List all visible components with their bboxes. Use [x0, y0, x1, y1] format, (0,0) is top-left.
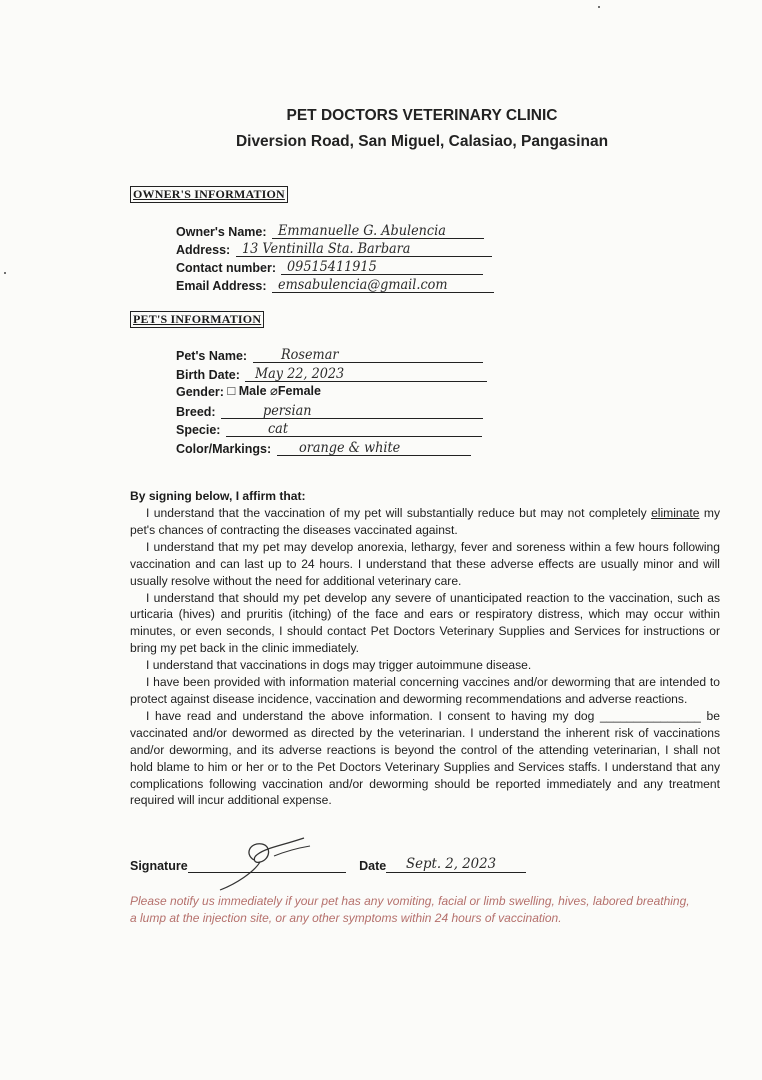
birth-date-line[interactable] — [245, 365, 487, 382]
specie-field[interactable] — [176, 420, 482, 438]
breed-line[interactable] — [221, 402, 483, 419]
signature-label: Signature — [130, 859, 188, 873]
owner-name-field[interactable] — [176, 222, 484, 240]
color-markings-line[interactable] — [277, 439, 471, 456]
signature-line[interactable] — [188, 858, 346, 873]
affirmation-paragraph-6: I have read and understand the above information. I consent to having my dog _______________ be vaccinated and/or dewormed as directed by the veterinarian. I understand the inherent risk of vaccinations and/or deworming, and its adverse reactions is beyond the control of the attending veterinarian, I shall not hold blame to him or her or to the Pet Doctors Veterinary Supplies and Services staffs. I understand that any complications following vaccination and/or deworming should be reported immediately and any treatment required will incur additional expense. — [130, 708, 720, 808]
date-value: Sept. 2, 2023 — [406, 856, 497, 872]
owner-name-value: Emmanuelle G. Abulencia — [278, 223, 446, 239]
contact-label: Contact number: — [176, 261, 276, 275]
paragraph-1-text-b: my pet's chances of contracting the diseases vaccinated against. — [130, 506, 720, 537]
paragraph-1-text-a: I understand that the vaccination of my pet will substantially reduce but may not completely — [146, 506, 652, 520]
paragraph-1-underlined: eliminate — [651, 506, 700, 520]
email-line[interactable] — [272, 276, 494, 293]
email-value: emsabulencia@gmail.com — [278, 277, 448, 293]
date-label: Date — [359, 859, 387, 873]
birth-date-field[interactable] — [176, 365, 487, 383]
contact-value: 09515411915 — [287, 259, 378, 275]
color-markings-value: orange & white — [298, 440, 400, 456]
affirmation-paragraph-2: I understand that my pet may develop anorexia, lethargy, fever and soreness within a few hours following vaccination and can last up to 24 hours. I understand that these adverse effects are usually minor and will usually resolve without the need for additional veterinary care. — [130, 539, 720, 588]
email-field[interactable] — [176, 276, 494, 294]
pet-section-title: PET'S INFORMATION — [130, 311, 264, 328]
breed-field[interactable] — [176, 402, 483, 420]
male-option-label: Male — [238, 384, 267, 398]
pet-name-value: Rosemar — [280, 347, 339, 363]
address-line[interactable] — [236, 240, 492, 257]
pet-name-line[interactable] — [253, 346, 483, 363]
address-field[interactable] — [176, 240, 492, 258]
male-checkbox[interactable]: □ — [227, 383, 236, 398]
gender-field — [176, 383, 321, 401]
affirmation-body — [130, 505, 720, 809]
signature-row — [130, 858, 526, 873]
color-markings-label: Color/Markings: — [176, 442, 272, 456]
owner-name-line[interactable] — [272, 222, 484, 239]
post-vaccination-notice: Please notify us immediately if your pet has any vomiting, facial or limb swelling, hives, labored breathing, a lump at the injection site, or any other symptoms within 24 hours of vaccination. — [130, 894, 690, 925]
contact-field[interactable] — [176, 258, 483, 276]
color-markings-field[interactable] — [176, 439, 471, 457]
clinic-address: Diversion Road, San Miguel, Calasiao, Pangasinan — [235, 133, 609, 150]
affirmation-paragraph-5: I have been provided with information material concerning vaccines and/or deworming that are intended to protect against disease incidence, vaccination and deworming recommendations and adverse reactions. — [130, 675, 720, 706]
gender-label: Gender: — [176, 385, 224, 399]
breed-value: persian — [263, 403, 312, 419]
pet-name-label: Pet's Name: — [176, 349, 248, 363]
female-option-label: Female — [277, 384, 321, 398]
email-label: Email Address: — [176, 279, 267, 293]
clinic-name: PET DOCTORS VETERINARY CLINIC — [286, 107, 558, 124]
owner-section-title: OWNER'S INFORMATION — [130, 186, 288, 203]
specie-label: Specie: — [176, 423, 221, 437]
affirmation-paragraph-4: I understand that vaccinations in dogs may trigger autoimmune disease. — [146, 658, 532, 673]
scan-speck — [4, 272, 6, 274]
specie-line[interactable] — [226, 420, 482, 437]
affirmation-paragraph-3: I understand that should my pet develop any severe of unanticipated reaction to the vaccination, such as urticaria (hives) and pruritis (itching) of the face and ears or respiratory distress, which may occur within minutes, or even seconds, I should contact Pet Doctors Veterinary Supplies and Services for instructions or bring my pet back in the clinic immediately. — [130, 590, 720, 656]
female-checkbox[interactable]: ⌀ — [270, 383, 278, 398]
birth-date-value: May 22, 2023 — [255, 366, 345, 382]
birth-date-label: Birth Date: — [176, 368, 240, 382]
address-value: 13 Ventinilla Sta. Barbara — [241, 241, 411, 257]
date-line[interactable] — [386, 858, 526, 873]
affirmation-paragraph-1 — [130, 505, 720, 539]
pet-name-field[interactable] — [176, 346, 483, 364]
owner-name-label: Owner's Name: — [176, 225, 267, 239]
scan-speck — [598, 6, 600, 8]
affirmation-heading: By signing below, I affirm that: — [130, 489, 306, 503]
contact-line[interactable] — [281, 258, 483, 275]
specie-value: cat — [267, 421, 288, 437]
breed-label: Breed: — [176, 405, 216, 419]
address-label: Address: — [176, 243, 231, 257]
